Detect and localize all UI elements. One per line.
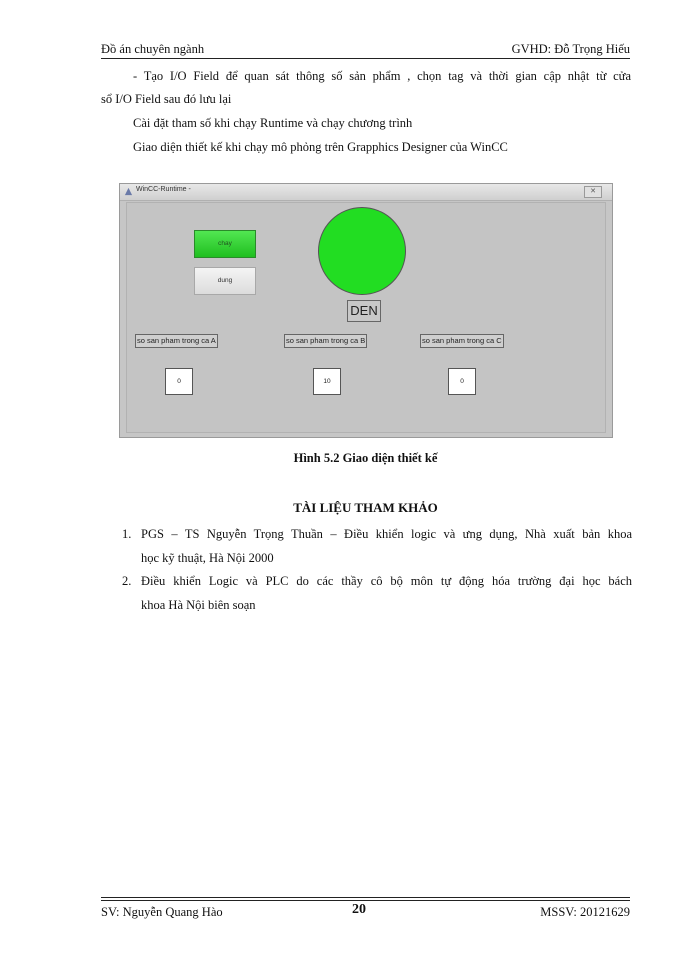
window-titlebar: [120, 184, 612, 201]
wincc-runtime-screenshot: [119, 183, 613, 438]
run-button[interactable]: chay: [194, 230, 256, 258]
reference-line: PGS – TS Nguyễn Trọng Thuần – Điều khiển logic và ưng dụng, Nhà xuất bản khoa: [141, 527, 632, 541]
reference-number: 2.: [122, 574, 132, 588]
io-field-shift-a[interactable]: 0: [165, 368, 193, 395]
body-line-3: Giao diện thiết kế khi chạy mô phỏng trên Grapphics Designer của WinCC: [133, 140, 508, 154]
stop-button[interactable]: dung: [194, 267, 256, 295]
figure-caption: Hình 5.2 Giao diện thiết kế: [293, 451, 438, 465]
io-field-shift-b[interactable]: 10: [313, 368, 341, 395]
reference-line: khoa Hà Nội biên soạn: [141, 598, 256, 612]
body-line-1b: sổ I/O Field sau đó lưu lại: [101, 92, 232, 106]
page-header: [101, 42, 630, 58]
reference-item: [122, 569, 632, 617]
close-button[interactable]: ✕: [584, 186, 602, 198]
lamp-label: DEN: [347, 300, 381, 322]
reference-item: [122, 522, 632, 570]
footer-rule: [101, 897, 630, 898]
reference-line: Điều khiển Logic và PLC do các thầy cô bộ môn tự động hóa trường đại học bách: [141, 574, 632, 588]
io-field-shift-c[interactable]: 0: [448, 368, 476, 395]
references-heading: TÀI LIỆU THAM KHẢO: [293, 500, 438, 515]
status-lamp: [318, 207, 406, 295]
runtime-canvas: [126, 202, 606, 433]
label-shift-b: so san pham trong ca B: [284, 334, 367, 348]
header-rule: [101, 58, 630, 59]
app-icon: [124, 187, 133, 196]
header-right: GVHD: Đỗ Trọng Hiếu: [511, 42, 630, 56]
header-left: Đồ án chuyên ngành: [101, 42, 205, 56]
footer-student: SV: Nguyễn Quang Hào: [101, 905, 223, 919]
label-shift-a: so san pham trong ca A: [135, 334, 218, 348]
window-title: WinCC-Runtime -: [136, 186, 191, 193]
body-line-2: Cài đặt tham số khi chạy Runtime và chạy chương trình: [133, 116, 413, 130]
reference-number: 1.: [122, 527, 132, 541]
footer-student-id: MSSV: 20121629: [540, 905, 630, 919]
body-line-1a: - Tạo I/O Field để quan sát thông số sản phẩm , chọn tag và thời gian cập nhật từ cửa: [133, 69, 631, 83]
page-number: 20: [352, 902, 366, 917]
reference-line: học kỹ thuật, Hà Nội 2000: [141, 551, 274, 565]
label-shift-c: so san pham trong ca C: [420, 334, 504, 348]
footer-rule-double: [101, 900, 630, 901]
